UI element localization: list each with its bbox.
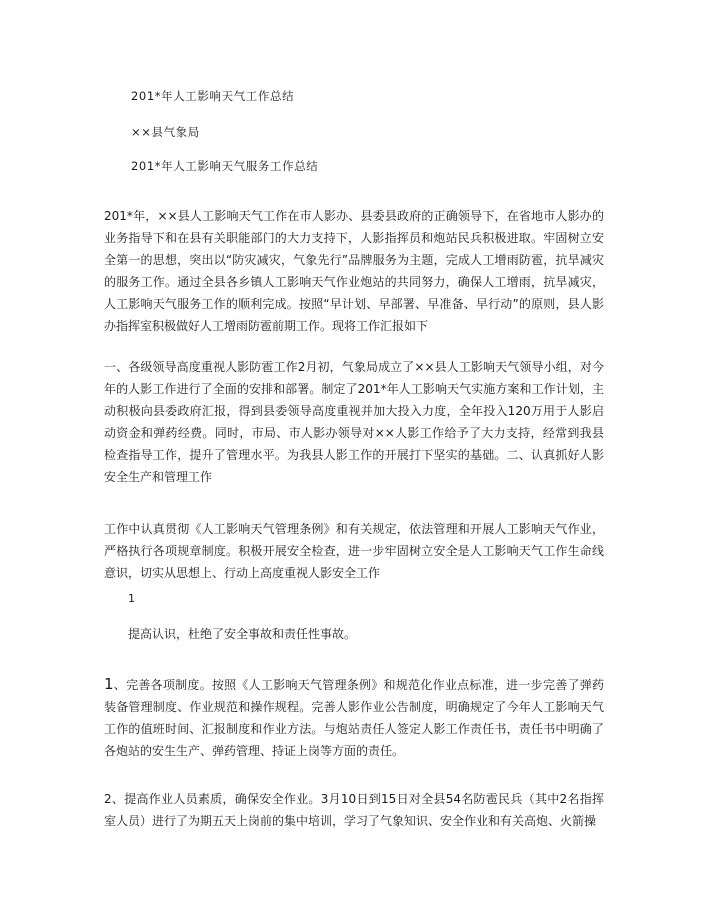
document-title: 201*年人工影响天气工作总结 (131, 89, 295, 103)
item-1-paragraph (104, 673, 604, 762)
organization-name: ××县气象局 (131, 125, 200, 139)
section-1-paragraph: 一、各级领导高度重视人影防雹工作2月初，气象局成立了××县人工影响天气领导小组，对今年的人影工作进行了全面的安排和部署。制定了201*年人工影响天气实施方案和工作计划，主动积极向县委政府汇报，得到县委领导高度重视并加大投入力度，全年投入120万用于人影启动资金和弹药经费。同时，市局、市人影办领导对××人影工作给予了大力支持，经常到我县检查指导工作，提升了管理水平。为我县人影工作的开展打下坚实的基础。二、认真抓好人影安全生产和管理工作 (104, 360, 604, 484)
item-1-number: 1 (104, 675, 114, 693)
intro-paragraph: 201*年，××县人工影响天气工作在市人影办、县委县政府的正确领导下，在省地市人影办的业务指导下和在县有关职能部门的大力支持下，人影指挥员和炮站民兵积极进取。牢固树立安全第一的思想，突出以“防灾减灾，气象先行”品牌服务为主题，完成人工增雨防雹，抗旱减灾的服务工作。通过全县各乡镇人工影响天气作业炮站的共同努力，确保人工增雨，抗旱减灾，人工影响天气服务工作的顺利完成。按照“早计划、早部署、早准备、早行动”的原则，县人影办指挥室积极做好人工增雨防雹前期工作。现将工作汇报如下 (104, 209, 604, 333)
section-2-paragraph: 工作中认真贯彻《人工影响天气管理条例》和有关规定，依法管理和开展人工影响天气作业，严格执行各项规章制度。积极开展安全检查，进一步牢固树立安全是人工影响天气工作生命线意识，切实从思想上、行动上高度重视人影安全工作 (104, 522, 604, 580)
awareness-paragraph: 提高认识，杜绝了安全事故和责任性事故。 (128, 627, 357, 641)
item-2-paragraph: 2、提高作业人员素质，确保安全作业。3月10日到15日对全县54名防雹民兵（其中2名指挥室人员）进行了为期五天上岗前的集中培训，学习了气象知识、安全作业和有关高炮、火箭操 (104, 792, 604, 828)
item-1-text: 、完善各项制度。按照《人工影响天气管理条例》和规范化作业点标准，进一步完善了弹药装备管理制度、作业规范和操作规程。完善人影作业公告制度，明确规定了今年人工影响天气工作的值班时间、汇报制度和作业方法。与炮站责任人签定人影工作责任书，责任书中明确了各炮站的安生生产、弹药管理、持证上岗等方面的责任。 (104, 678, 604, 758)
document-subtitle: 201*年人工影响天气服务工作总结 (131, 159, 319, 173)
page-number: 1 (128, 592, 135, 605)
